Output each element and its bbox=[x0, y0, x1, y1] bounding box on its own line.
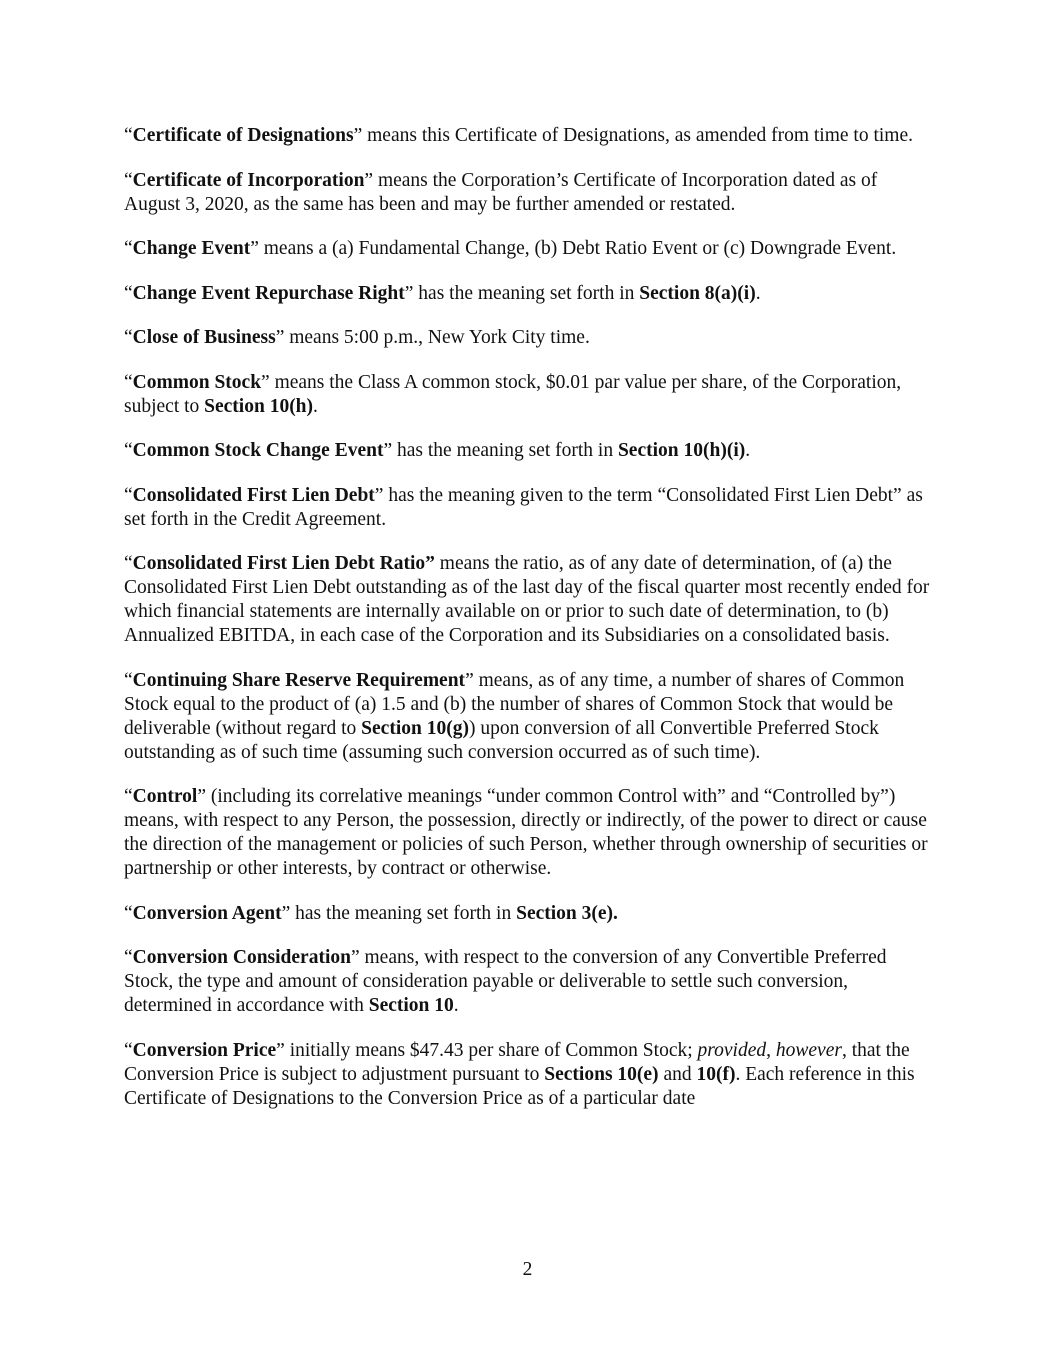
bold-term: Section 3(e). bbox=[516, 902, 618, 924]
text-run: ” means the Corporation’s Certificate of Incorporation dated as of August 3, 2020, as the same has been and may be further amended or restated. bbox=[124, 169, 878, 215]
definition-paragraph bbox=[124, 946, 934, 1018]
text-run: , bbox=[766, 1039, 776, 1061]
bold-term: Certificate of Designations bbox=[132, 125, 354, 146]
definition-paragraph bbox=[124, 1039, 934, 1111]
text-run: ” has the meaning set forth in bbox=[281, 902, 517, 924]
bold-term: 10(f) bbox=[696, 1063, 736, 1085]
bold-term: Consolidated First Lien Debt Ratio” bbox=[132, 553, 435, 574]
text-run: ” has the meaning given to the term “Consolidated First Lien Debt” as set forth in the Credit Agreement. bbox=[124, 484, 923, 530]
text-run: “ bbox=[124, 553, 133, 574]
text-run: , that the Conversion Price is subject to adjustment pursuant to bbox=[124, 1039, 910, 1085]
text-run: ” initially means $47.43 per share of Common Stock; bbox=[276, 1039, 698, 1061]
text-run: ” means, with respect to the conversion of any Convertible Preferred Stock, the type and amount of consideration payable or deliverable to settle such conversion, determined in accordance with bbox=[124, 947, 887, 1016]
text-run: ” has the meaning set forth in bbox=[383, 440, 618, 461]
definition-paragraph bbox=[124, 237, 934, 261]
definition-paragraph bbox=[124, 282, 934, 306]
text-run: and bbox=[658, 1063, 697, 1085]
bold-term: Conversion Price bbox=[132, 1039, 277, 1061]
text-run: ” means 5:00 p.m., New York City time. bbox=[275, 327, 590, 348]
bold-term: Continuing Share Reserve Requirement bbox=[132, 669, 466, 691]
bold-term: Change Event bbox=[132, 238, 251, 259]
document-body bbox=[124, 124, 934, 1131]
text-run: “ bbox=[124, 125, 133, 146]
text-run: “ bbox=[124, 238, 133, 259]
text-run: ” has the meaning set forth in bbox=[404, 282, 640, 304]
text-run: ” (including its correlative meanings “under common Control with” and “Controlled by”) means, with respect to any Person, the possession, directly or indirectly, of the power to direct or cause the direction of the management or policies of such Person, whether through ownership of securities or partnership or other interests, by contract or otherwise. bbox=[124, 786, 928, 879]
bold-term: Section 10(h) bbox=[204, 395, 314, 417]
text-run: “ bbox=[124, 282, 133, 304]
bold-term: Section 10 bbox=[368, 995, 454, 1016]
bold-term: Common Stock Change Event bbox=[132, 440, 384, 461]
text-run: “ bbox=[124, 1039, 133, 1061]
definition-paragraph bbox=[124, 371, 934, 419]
definition-paragraph bbox=[124, 124, 934, 148]
text-run: “ bbox=[124, 484, 133, 506]
definition-paragraph bbox=[124, 785, 934, 881]
text-run: “ bbox=[124, 371, 133, 393]
bold-term: Change Event Repurchase Right bbox=[132, 282, 405, 304]
bold-term: Section 8(a)(i) bbox=[639, 282, 756, 304]
text-run: “ bbox=[124, 902, 133, 924]
bold-term: Common Stock bbox=[132, 371, 262, 393]
bold-term: Control bbox=[132, 786, 198, 807]
bold-term: Conversion Agent bbox=[132, 902, 282, 924]
definition-paragraph bbox=[124, 669, 934, 765]
text-run: ” means the Class A common stock, $0.01 par value per share, of the Corporation, subject to bbox=[124, 371, 902, 417]
definition-paragraph bbox=[124, 326, 934, 350]
text-run: ” means a (a) Fundamental Change, (b) Debt Ratio Event or (c) Downgrade Event. bbox=[250, 238, 897, 259]
text-run: . bbox=[745, 440, 751, 461]
text-run: . Each reference in this Certificate of Designations to the Conversion Price as of a particular date bbox=[124, 1063, 915, 1109]
text-run: “ bbox=[124, 669, 133, 691]
italic-text: however bbox=[775, 1039, 842, 1061]
bold-term: Section 10(h)(i) bbox=[617, 440, 746, 461]
definition-paragraph bbox=[124, 484, 934, 532]
text-run: “ bbox=[124, 440, 133, 461]
bold-term: Certificate of Incorporation bbox=[132, 169, 365, 191]
bold-term: Consolidated First Lien Debt bbox=[132, 484, 375, 506]
bold-term: Conversion Consideration bbox=[132, 947, 351, 968]
bold-term: Section 10(g) bbox=[361, 717, 469, 739]
definition-paragraph bbox=[124, 439, 934, 463]
page-number: 2 bbox=[522, 1259, 533, 1280]
text-run: ) upon conversion of all Convertible Preferred Stock outstanding as of such time (assuming such conversion occurred as of such time). bbox=[124, 717, 879, 763]
text-run: “ bbox=[124, 169, 133, 191]
text-run: . bbox=[313, 395, 318, 417]
text-run: “ bbox=[124, 947, 133, 968]
text-run: ” means this Certificate of Designations, as amended from time to time. bbox=[353, 125, 913, 146]
definition-paragraph bbox=[124, 552, 934, 648]
bold-term: Close of Business bbox=[132, 327, 276, 348]
text-run: . bbox=[453, 995, 459, 1016]
text-run: “ bbox=[124, 327, 133, 348]
text-run: means the ratio, as of any date of determination, of (a) the Consolidated First Lien Debt outstanding as of the last day of the fiscal quarter most recently ended for which financial statements are internally available on or prior to such date of determination, to (b) Annualized EBITDA, in each case of the Corporation and its Subsidiaries on a consolidated basis. bbox=[124, 553, 930, 646]
text-run: “ bbox=[124, 786, 133, 807]
text-run: ” means, as of any time, a number of shares of Common Stock equal to the product of (a) 1.5 and (b) the number of shares of Common Stock that would be deliverable (without regard to bbox=[124, 669, 905, 739]
definition-paragraph bbox=[124, 169, 934, 217]
definition-paragraph bbox=[124, 902, 934, 926]
text-run: . bbox=[755, 282, 761, 304]
bold-term: Sections 10(e) bbox=[544, 1063, 659, 1085]
italic-text: provided bbox=[697, 1039, 767, 1061]
